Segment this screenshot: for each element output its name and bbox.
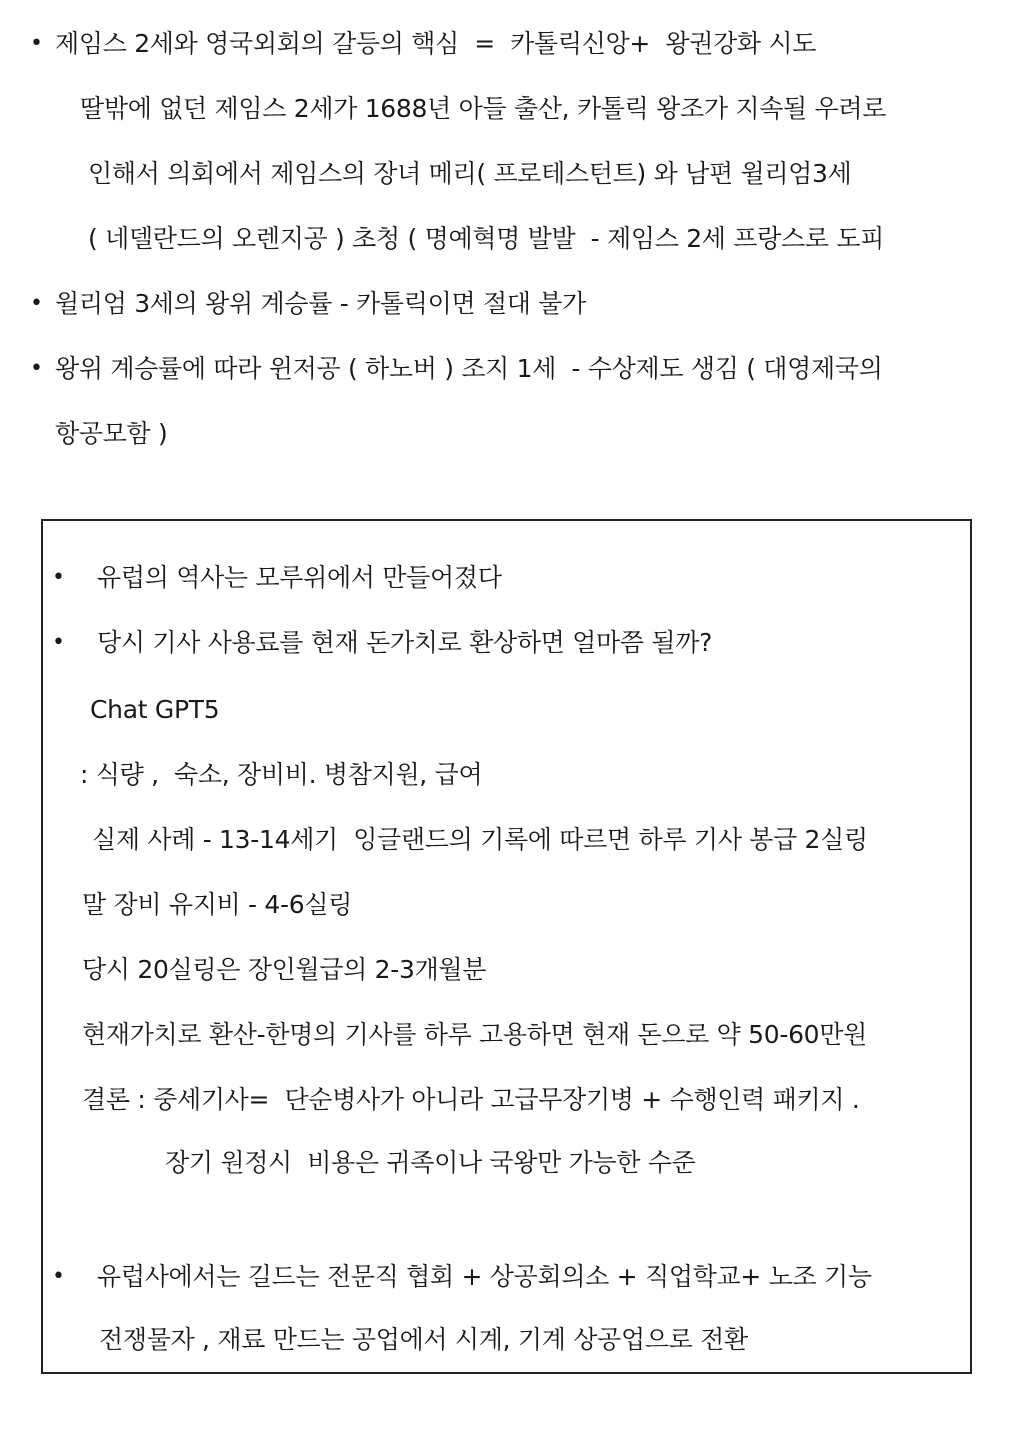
note-item-2-line-1: 윌리엄 3세의 왕위 계승률 - 카톨릭이면 절대 불가 [55, 289, 587, 318]
bullet-marker: • [30, 356, 43, 381]
box-item-3-line-1: 유럽사에서는 길드는 전문직 협회 + 상공회의소 + 직업학교+ 노조 기능 [97, 1262, 872, 1291]
note-item-3-line-1: 왕위 계승률에 따라 윈저공 ( 하노버 ) 조지 1세 - 수상제도 생김 ( 대영제국의 [55, 354, 883, 383]
note-item-3-line-2: 항공모함 ) [55, 419, 168, 448]
bullet-marker: • [52, 630, 65, 655]
present-value: 현재가치로 환산-한명의 기사를 하루 고용하면 현재 돈으로 약 50-60만원 [82, 1020, 867, 1049]
wage-comparison: 당시 20실링은 장인월급의 2-3개월분 [82, 955, 487, 984]
bullet-marker: • [30, 291, 43, 316]
note-item-1-line-3: 인해서 의회에서 제임스의 장녀 메리( 프로테스턴트) 와 남편 윌리엄3세 [88, 159, 852, 188]
note-item-1-line-4: ( 네델란드의 오렌지공 ) 초청 ( 명예혁명 발발 - 제임스 2세 프랑스로 도피 [88, 224, 885, 253]
bullet-marker: • [52, 1264, 65, 1289]
conclusion-line-2: 장기 원정시 비용은 귀족이나 국왕만 가능한 수준 [165, 1148, 696, 1177]
bullet-marker: • [52, 565, 65, 590]
horse-equipment-cost: 말 장비 유지비 - 4-6실링 [82, 890, 353, 919]
note-item-1-line-2: 딸밖에 없던 제임스 2세가 1688년 아들 출산, 카톨릭 왕조가 지속될 우려로 [80, 94, 887, 123]
conclusion-line-1: 결론 : 중세기사= 단순병사가 아니라 고급무장기병 + 수행인력 패키지 . [82, 1085, 860, 1114]
bullet-marker: • [30, 31, 43, 56]
historical-example: 실제 사례 - 13-14세기 잉글랜드의 기록에 따르면 하루 기사 봉급 2실링 [92, 825, 868, 854]
note-item-1-line-1: 제임스 2세와 영국외회의 갈등의 핵심 = 카톨릭신앙+ 왕권강화 시도 [55, 29, 817, 58]
box-item-2: 당시 기사 사용료를 현재 돈가치로 환상하면 얼마쯤 될까? [97, 628, 713, 657]
box-item-3-line-2: 전쟁물자 , 재료 만드는 공업에서 시계, 기계 상공업으로 전환 [99, 1325, 748, 1354]
cost-items: : 식량 , 숙소, 장비비. 병참지원, 급여 [80, 760, 483, 789]
gpt-label: Chat GPT5 [90, 695, 220, 724]
box-item-1: 유럽의 역사는 모루위에서 만들어졌다 [97, 563, 502, 592]
